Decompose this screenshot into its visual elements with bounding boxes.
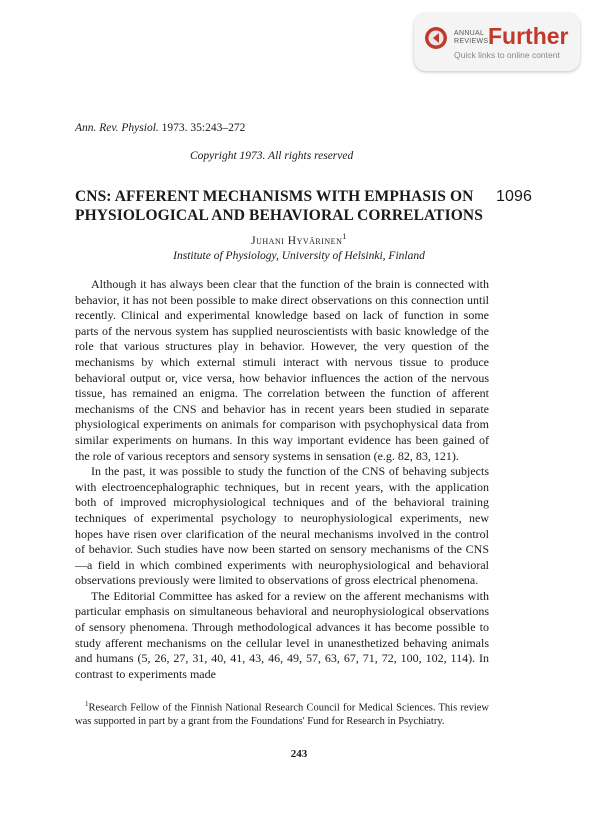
article-title (75, 187, 535, 225)
body-paragraph-3: The Editorial Committee has asked for a review on the afferent mechanisms with particular emphasis on simultaneous behavioral and neurophysiological observations of sensory phenomena. Through methodological advances it has become possible to study afferent mechanisms on the cellular level in unanesthetized behaving animals and humans (5, 26, 27, 31, 40, 41, 43, 46, 49, 57, 63, 67, 71, 72, 100, 102, 114). In contrast to experiments made (75, 588, 489, 681)
article-number: 1096 (496, 188, 532, 205)
title-line-2: PHYSIOLOGICAL AND BEHAVIORAL CORRELATIONS (75, 207, 483, 224)
further-badge[interactable] (414, 13, 580, 71)
author-affiliation: Institute of Physiology, University of Helsinki, Finland (173, 250, 425, 262)
footnote-mark: 1 (85, 700, 89, 708)
body-paragraph-1: Although it has always been clear that the function of the brain is connected with behavior, it has not been possible to make direct observations on this connection until recently. Clinical and experimental knowledge based on lack of function in some parts of the nervous system has supplied neuroscientists with basic knowledge of the role that various structures play in behavior. However, the very question of the mechanisms by which external stimuli interact with nervous tissue to produce behavioral output or, vice versa, how behavior influences the action of the nervous tissue, has remained an enigma. The correlation between the function of afferent mechanisms of the CNS and behavior has in recent years been studied in separate physiological experiments on animals for comparison with psychophysical data from similar experiments on humans. In this way important evidence has been gained of the role of various receptors and sensory systems in sensation (e.g. 82, 83, 121). (75, 277, 489, 463)
further-brand: Further (488, 23, 569, 49)
journal-name: Ann. Rev. Physiol. (75, 122, 159, 134)
further-tagline[interactable]: Quick links to online content (454, 50, 560, 60)
author-name: Juhani Hyvärinen (251, 234, 343, 247)
footnote-text: Research Fellow of the Finnish National Research Council for Medical Sciences. This review was supported in part by a grant from the Foundations' Fund for Research in Psychiatry. (75, 702, 489, 727)
copyright-notice: Copyright 1973. All rights reserved (190, 150, 354, 162)
title-line-1: CNS: AFFERENT MECHANISMS WITH EMPHASIS ON (75, 188, 474, 205)
annual-reviews-label: ANNUAL REVIEWS (454, 30, 489, 45)
author-line (0, 232, 598, 247)
footnote (75, 698, 489, 728)
annual-reviews-logo-icon (424, 26, 448, 50)
article-body (75, 277, 489, 682)
author-footnote-mark: 1 (342, 232, 347, 241)
page-number: 243 (290, 748, 308, 760)
journal-citation (75, 122, 245, 134)
body-paragraph-2: In the past, it was possible to study the function of the CNS of behaving subjects with electroencephalographic techniques, but in recent years, with the application both of improved microphysiological techniques and of the behavioral training techniques of experimental psychology to neurophysiological experiments, new hopes have risen over clarification of the neural mechanisms involved in the control of behavior. Such studies have now been started on sensory mechanisms of the CNS—a field in which combined experiments with neurophysiological and behavioral observations previously were limited to observations of gross electrical phenomena. (75, 464, 489, 588)
citation-detail: 1973. 35:243–272 (158, 122, 246, 134)
